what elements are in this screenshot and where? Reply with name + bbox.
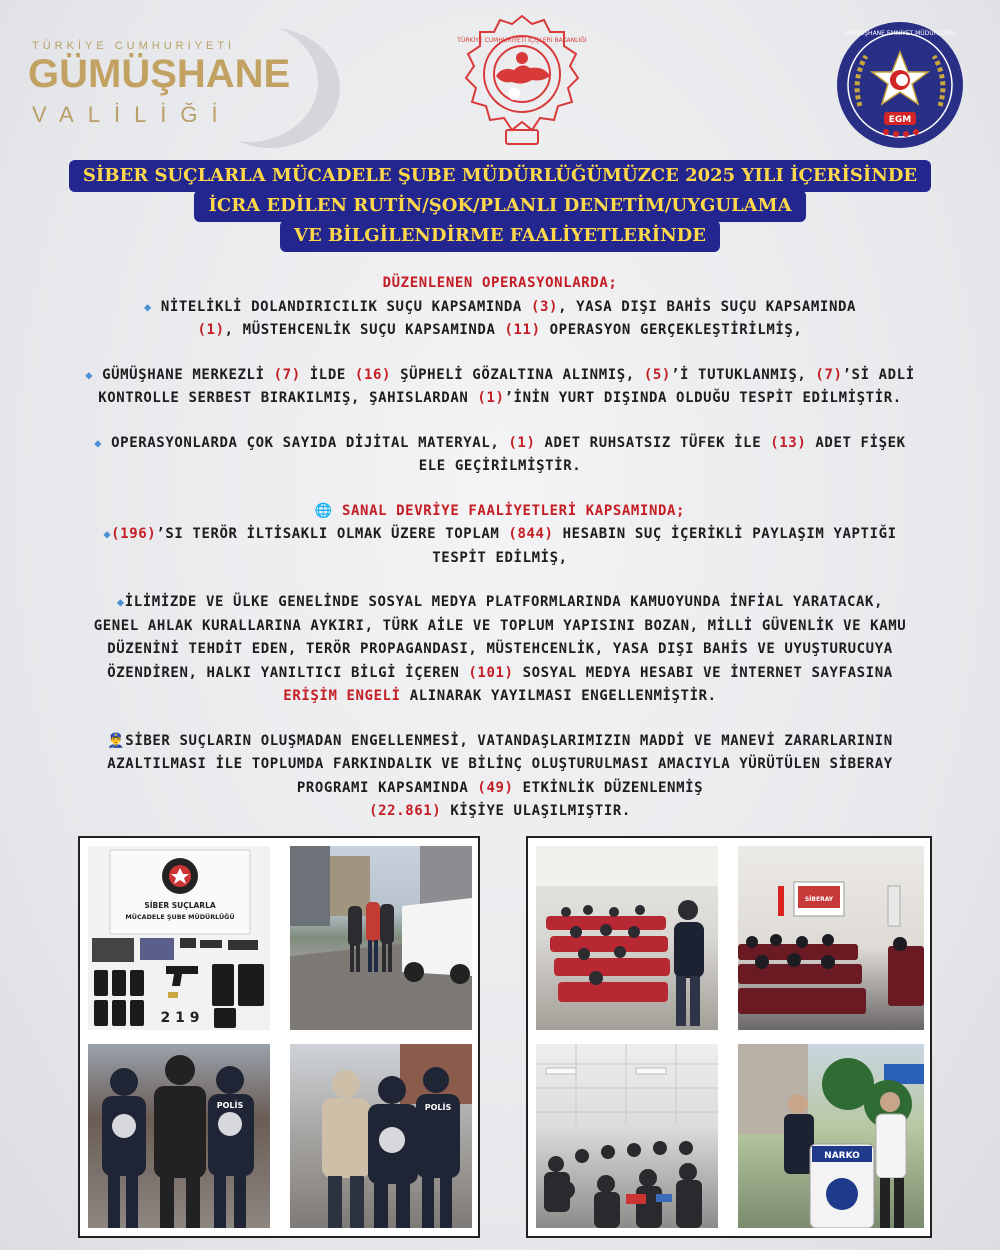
street-arrest-photo [290, 846, 472, 1030]
classroom-training-photo [536, 1044, 718, 1228]
info-desk-label: NARKO [824, 1151, 860, 1161]
operations-photo-collage [78, 836, 480, 1238]
emniyet-mudurlugu-logo [830, 20, 970, 150]
patrol-paragraph-2: ◆İLİMİZDE VE ÜLKE GENELİNDE SOSYAL MEDYA PLATFORMLARINDA KAMUOYUNDA İNFİAL YARATACAK, GENEL AHLAK KURALLARINA AYKIRI, TÜRK AİLE VE TOPLUM YAPISINI BOZAN, MİLLİ GÜVENLİK VE KAMU DÜZENİNİ TEHDİT EDEN, TERÖR PROPAGANDASI, MÜSTEHCENLİK, YASA DIŞI BAHİS VE UYUŞTURUCUYA ÖZENDİREN, HALKI YANILTICI BİLGİ İÇEREN (101) SOSYAL MEDYA HESABI VE İNTERNET SAYFASINA ERİŞİM ENGELİ ALINARAK YAYILMASI ENGELLENMİŞTİR. [93, 594, 907, 704]
page-title [54, 160, 946, 250]
unit-sign-line1: SİBER SUÇLARLA [144, 901, 216, 910]
presentation-screen-label: SİBERAY [804, 896, 834, 903]
police-vest-label-1: POLİS [216, 1101, 244, 1110]
police-vest-label-2: POLİS [424, 1103, 452, 1112]
valilik-logo-line2: GÜMÜŞHANE [28, 52, 291, 96]
patrol-heading: 🌐 SANAL DEVRİYE FAALİYETLERİ KAPSAMINDA; [314, 502, 686, 519]
seized-items-photo [88, 846, 270, 1030]
globe-icon: 🌐 [314, 502, 333, 519]
operations-paragraph-3: ◆ OPERASYONLARDA ÇOK SAYIDA DİJİTAL MATERYAL, (1) ADET RUHSATSIZ TÜFEK İLE (13) ADET FİŞEK ELE GEÇİRİLMİŞTİR. [94, 434, 906, 474]
icisleri-bakanligi-seal [448, 12, 596, 154]
operations-paragraph-2: ◆ GÜMÜŞHANE MERKEZLİ (7) İLDE (16) ŞÜPHELİ GÖZALTINA ALINMIŞ, (5)’İ TUTUKLANMIŞ, (7)’Sİ ADLİ KONTROLLE SERBEST BIRAKILMIŞ, ŞAHISLARDAN (1)’İNİN YURT DIŞINDA OLDUĞU TESPİT EDİLMİŞTİR. [85, 366, 915, 406]
blue-diamond-icon: ◆ [116, 595, 125, 609]
police-escort-photo-2 [290, 1044, 472, 1228]
auditorium-seminar-photo-1 [536, 846, 718, 1030]
title-line-1: SİBER SUÇLARLA MÜCADELE ŞUBE MÜDÜRLÜĞÜMÜZCE 2025 YILI İÇERİSİNDE [69, 160, 931, 192]
patrol-paragraph-1: ◆(196)’SI TERÖR İLTİSAKLI OLMAK ÜZERE TOPLAM (844) HESABIN SUÇ İÇERİKLİ PAYLAŞIM YAPTIĞI TESPİT EDİLMİŞ, [103, 526, 897, 566]
operations-paragraph-1: ◆ NİTELİKLİ DOLANDIRICILIK SUÇU KAPSAMINDA (3), YASA DIŞI BAHİS SUÇU KAPSAMINDA (1), MÜSTEHCENLİK SUÇU KAPSAMINDA (11) OPERASYON GERÇEKLEŞTİRİLMİŞ, [143, 298, 857, 338]
awareness-paragraph: 👮‍♂️SİBER SUÇLARIN OLUŞMADAN ENGELLENMESİ, VATANDAŞLARIMIZIN MADDİ VE MANEVİ ZARARLARININ AZALTILMASI İLE TOPLUMDA FARKINDALIK VE BİLİNÇ OLUŞTURULMASI AMACIYLA YÜRÜTÜLEN SİBERAY PROGRAMI KAPSAMINDA (49) ETKİNLİK DÜZENLENMİŞ (22.861) KİŞİYE ULAŞILMIŞTIR. [107, 732, 893, 819]
seized-item-tag: 2 1 9 [160, 1010, 200, 1026]
report-content [14, 272, 986, 824]
blue-diamond-icon: ◆ [85, 367, 94, 382]
blue-diamond-icon: ◆ [103, 527, 112, 541]
title-line-3: VE BİLGİLENDİRME FAALİYETLERİNDE [280, 220, 720, 252]
emniyet-logo-text: GÜMÜŞHANE EMNİYET MÜDÜRLÜĞÜ [845, 30, 955, 37]
info-stand-photo [738, 1044, 924, 1228]
blue-diamond-icon: ◆ [94, 435, 103, 450]
awareness-events-photo-collage [526, 836, 932, 1238]
valilik-logo-line1: TÜRKİYE CUMHURİYETİ [32, 40, 236, 52]
blue-diamond-icon: ◆ [143, 299, 152, 314]
unit-sign-line2: MÜCADELE ŞUBE MÜDÜRLÜĞÜ [125, 913, 235, 921]
valilik-logo [28, 22, 298, 132]
icisleri-seal-text: TÜRKİYE CUMHURİYETİ İÇİŞLERİ BAKANLIĞI [457, 37, 587, 44]
title-line-2: İCRA EDİLEN RUTİN/ŞOK/PLANLI DENETİM/UYGULAMA [194, 190, 805, 222]
operations-heading: DÜZENLENEN OPERASYONLARDA; [382, 275, 618, 291]
police-officer-icon: 👮‍♂️ [107, 732, 126, 749]
police-escort-photo-1 [88, 1044, 270, 1228]
auditorium-seminar-photo-2 [738, 846, 924, 1030]
valilik-logo-line3: VALİLİĞİ [32, 102, 232, 127]
egm-badge-text: EGM [888, 115, 912, 125]
